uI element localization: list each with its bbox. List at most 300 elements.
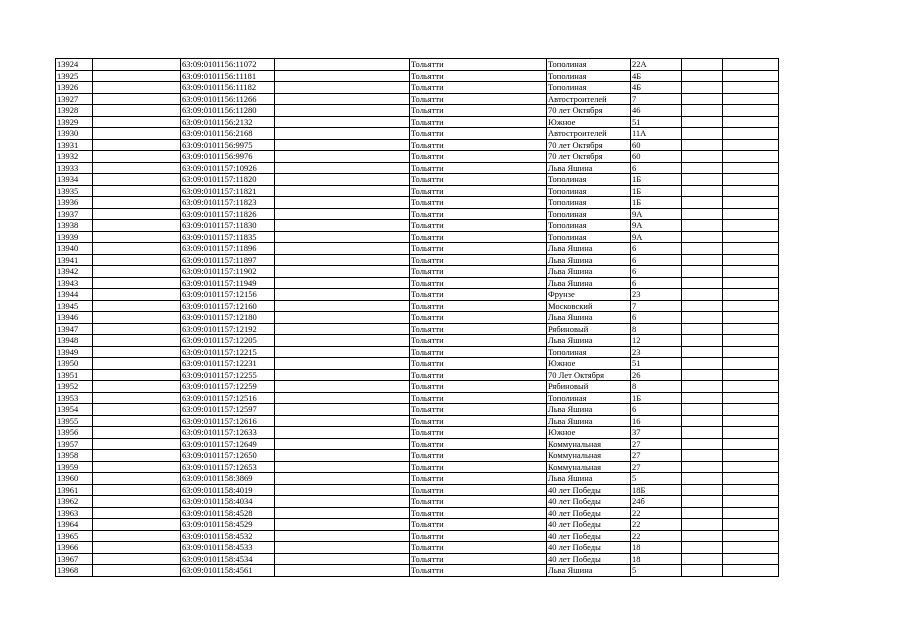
street-cell: 40 лет Победы xyxy=(547,553,631,565)
street-cell: Южное xyxy=(547,116,631,128)
city-cell: Тольятти xyxy=(410,289,547,301)
table-row xyxy=(56,289,779,301)
cell-empty-b-cell xyxy=(275,300,410,312)
table-row xyxy=(56,519,779,531)
cell-empty-b-cell xyxy=(275,312,410,324)
row-number-cell: 13937 xyxy=(56,208,93,220)
table-row xyxy=(56,404,779,416)
table-row xyxy=(56,346,779,358)
cell-empty-a-cell xyxy=(93,335,181,347)
row-number-cell: 13949 xyxy=(56,346,93,358)
city-cell: Тольятти xyxy=(410,507,547,519)
cell-empty-d-cell xyxy=(723,427,779,439)
street-cell: Московский xyxy=(547,300,631,312)
cell-empty-d-cell xyxy=(723,266,779,278)
street-cell: Тополиная xyxy=(547,220,631,232)
table-row xyxy=(56,174,779,186)
house-number-cell: 4Б xyxy=(631,70,682,82)
cell-empty-d-cell xyxy=(723,519,779,531)
row-number-cell: 13933 xyxy=(56,162,93,174)
row-number-cell: 13931 xyxy=(56,139,93,151)
city-cell: Тольятти xyxy=(410,105,547,117)
row-number-cell: 13943 xyxy=(56,277,93,289)
house-number-cell: 7 xyxy=(631,93,682,105)
house-number-cell: 6 xyxy=(631,312,682,324)
cell-empty-b-cell xyxy=(275,530,410,542)
city-cell: Тольятти xyxy=(410,461,547,473)
cell-empty-a-cell xyxy=(93,185,181,197)
cadastral-number-cell: 63:09:0101157:12215 xyxy=(181,346,275,358)
city-cell: Тольятти xyxy=(410,346,547,358)
cell-empty-b-cell xyxy=(275,128,410,140)
street-cell: 70 лет Октября xyxy=(547,105,631,117)
cell-empty-c-cell xyxy=(682,392,723,404)
cell-empty-c-cell xyxy=(682,461,723,473)
city-cell: Тольятти xyxy=(410,450,547,462)
cell-empty-c-cell xyxy=(682,335,723,347)
city-cell: Тольятти xyxy=(410,277,547,289)
cell-empty-d-cell xyxy=(723,128,779,140)
cadastral-number-cell: 63:09:0101156:11266 xyxy=(181,93,275,105)
street-cell: 40 лет Победы xyxy=(547,507,631,519)
street-cell: Льва Яшина xyxy=(547,162,631,174)
street-cell: Льва Яшина xyxy=(547,312,631,324)
cadastral-number-cell: 63:09:0101157:12633 xyxy=(181,427,275,439)
cadastral-number-cell: 63:09:0101158:4034 xyxy=(181,496,275,508)
cell-empty-c-cell xyxy=(682,542,723,554)
street-cell: Фрунзе xyxy=(547,289,631,301)
cadastral-number-cell: 63:09:0101158:4528 xyxy=(181,507,275,519)
table-row xyxy=(56,300,779,312)
street-cell: Автостроителей xyxy=(547,93,631,105)
cell-empty-d-cell xyxy=(723,484,779,496)
cell-empty-d-cell xyxy=(723,174,779,186)
house-number-cell: 60 xyxy=(631,139,682,151)
cell-empty-b-cell xyxy=(275,93,410,105)
cell-empty-a-cell xyxy=(93,82,181,94)
house-number-cell: 16 xyxy=(631,415,682,427)
row-number-cell: 13948 xyxy=(56,335,93,347)
street-cell: Южное xyxy=(547,427,631,439)
cell-empty-d-cell xyxy=(723,415,779,427)
house-number-cell: 37 xyxy=(631,427,682,439)
cadastral-number-cell: 63:09:0101156:11072 xyxy=(181,59,275,71)
street-cell: Тополиная xyxy=(547,82,631,94)
city-cell: Тольятти xyxy=(410,565,547,577)
cadastral-number-cell: 63:09:0101158:4532 xyxy=(181,530,275,542)
cell-empty-a-cell xyxy=(93,59,181,71)
cell-empty-a-cell xyxy=(93,116,181,128)
row-number-cell: 13967 xyxy=(56,553,93,565)
cell-empty-a-cell xyxy=(93,93,181,105)
cell-empty-d-cell xyxy=(723,530,779,542)
table-row xyxy=(56,381,779,393)
house-number-cell: 1Б xyxy=(631,174,682,186)
house-number-cell: 6 xyxy=(631,243,682,255)
house-number-cell: 8 xyxy=(631,381,682,393)
cell-empty-d-cell xyxy=(723,300,779,312)
table-row xyxy=(56,208,779,220)
cadastral-number-cell: 63:09:0101156:9976 xyxy=(181,151,275,163)
street-cell: Тополиная xyxy=(547,197,631,209)
cell-empty-c-cell xyxy=(682,450,723,462)
row-number-cell: 13944 xyxy=(56,289,93,301)
street-cell: Льва Яшина xyxy=(547,415,631,427)
cell-empty-d-cell xyxy=(723,553,779,565)
cell-empty-c-cell xyxy=(682,289,723,301)
row-number-cell: 13950 xyxy=(56,358,93,370)
cell-empty-c-cell xyxy=(682,496,723,508)
cell-empty-d-cell xyxy=(723,197,779,209)
street-cell: Льва Яшина xyxy=(547,254,631,266)
street-cell: Коммунальная xyxy=(547,450,631,462)
table-row xyxy=(56,496,779,508)
cell-empty-c-cell xyxy=(682,59,723,71)
table-row xyxy=(56,427,779,439)
cell-empty-d-cell xyxy=(723,323,779,335)
table-row xyxy=(56,450,779,462)
house-number-cell: 27 xyxy=(631,461,682,473)
cell-empty-a-cell xyxy=(93,461,181,473)
cell-empty-b-cell xyxy=(275,415,410,427)
cell-empty-c-cell xyxy=(682,507,723,519)
house-number-cell: 6 xyxy=(631,277,682,289)
street-cell: 70 лет Октября xyxy=(547,151,631,163)
table-row xyxy=(56,312,779,324)
cell-empty-c-cell xyxy=(682,70,723,82)
cadastral-number-cell: 63:09:0101158:4534 xyxy=(181,553,275,565)
cell-empty-c-cell xyxy=(682,415,723,427)
row-number-cell: 13954 xyxy=(56,404,93,416)
row-number-cell: 13930 xyxy=(56,128,93,140)
city-cell: Тольятти xyxy=(410,530,547,542)
row-number-cell: 13963 xyxy=(56,507,93,519)
cell-empty-c-cell xyxy=(682,358,723,370)
street-cell: Тополиная xyxy=(547,185,631,197)
cell-empty-c-cell xyxy=(682,473,723,485)
cell-empty-a-cell xyxy=(93,415,181,427)
row-number-cell: 13946 xyxy=(56,312,93,324)
table-row xyxy=(56,369,779,381)
cell-empty-a-cell xyxy=(93,220,181,232)
cell-empty-a-cell xyxy=(93,266,181,278)
house-number-cell: 1Б xyxy=(631,197,682,209)
cell-empty-a-cell xyxy=(93,277,181,289)
city-cell: Тольятти xyxy=(410,438,547,450)
street-cell: Тополиная xyxy=(547,70,631,82)
city-cell: Тольятти xyxy=(410,496,547,508)
cell-empty-b-cell xyxy=(275,496,410,508)
city-cell: Тольятти xyxy=(410,59,547,71)
city-cell: Тольятти xyxy=(410,369,547,381)
house-number-cell: 7 xyxy=(631,300,682,312)
city-cell: Тольятти xyxy=(410,323,547,335)
cell-empty-b-cell xyxy=(275,220,410,232)
cell-empty-c-cell xyxy=(682,277,723,289)
cell-empty-d-cell xyxy=(723,381,779,393)
cell-empty-c-cell xyxy=(682,565,723,577)
row-number-cell: 13936 xyxy=(56,197,93,209)
row-number-cell: 13957 xyxy=(56,438,93,450)
cell-empty-b-cell xyxy=(275,519,410,531)
cell-empty-a-cell xyxy=(93,323,181,335)
cell-empty-a-cell xyxy=(93,300,181,312)
city-cell: Тольятти xyxy=(410,139,547,151)
cadastral-number-cell: 63:09:0101157:11896 xyxy=(181,243,275,255)
cell-empty-c-cell xyxy=(682,116,723,128)
table-row xyxy=(56,542,779,554)
row-number-cell: 13962 xyxy=(56,496,93,508)
city-cell: Тольятти xyxy=(410,174,547,186)
row-number-cell: 13965 xyxy=(56,530,93,542)
city-cell: Тольятти xyxy=(410,358,547,370)
cell-empty-a-cell xyxy=(93,105,181,117)
cell-empty-a-cell xyxy=(93,139,181,151)
cell-empty-b-cell xyxy=(275,335,410,347)
cell-empty-d-cell xyxy=(723,220,779,232)
row-number-cell: 13924 xyxy=(56,59,93,71)
cell-empty-a-cell xyxy=(93,519,181,531)
row-number-cell: 13960 xyxy=(56,473,93,485)
cell-empty-b-cell xyxy=(275,484,410,496)
cadastral-number-cell: 63:09:0101158:4561 xyxy=(181,565,275,577)
cadastral-number-cell: 63:09:0101156:11182 xyxy=(181,82,275,94)
cadastral-number-cell: 63:09:0101157:12180 xyxy=(181,312,275,324)
row-number-cell: 13955 xyxy=(56,415,93,427)
cell-empty-b-cell xyxy=(275,507,410,519)
cell-empty-d-cell xyxy=(723,392,779,404)
cell-empty-c-cell xyxy=(682,427,723,439)
cell-empty-c-cell xyxy=(682,404,723,416)
cell-empty-c-cell xyxy=(682,381,723,393)
cadastral-number-cell: 63:09:0101157:12255 xyxy=(181,369,275,381)
cell-empty-d-cell xyxy=(723,461,779,473)
table-row xyxy=(56,105,779,117)
street-cell: 40 лет Победы xyxy=(547,519,631,531)
cadastral-number-cell: 63:09:0101156:11181 xyxy=(181,70,275,82)
street-cell: Льва Яшина xyxy=(547,473,631,485)
cell-empty-d-cell xyxy=(723,358,779,370)
table-row xyxy=(56,277,779,289)
cadastral-number-cell: 63:09:0101158:4533 xyxy=(181,542,275,554)
table-row xyxy=(56,484,779,496)
house-number-cell: 27 xyxy=(631,438,682,450)
table-row xyxy=(56,151,779,163)
row-number-cell: 13947 xyxy=(56,323,93,335)
cell-empty-d-cell xyxy=(723,82,779,94)
row-number-cell: 13941 xyxy=(56,254,93,266)
cell-empty-a-cell xyxy=(93,496,181,508)
cell-empty-d-cell xyxy=(723,507,779,519)
table-row xyxy=(56,128,779,140)
table-row xyxy=(56,243,779,255)
cadastral-number-cell: 63:09:0101158:4529 xyxy=(181,519,275,531)
row-number-cell: 13961 xyxy=(56,484,93,496)
table-row xyxy=(56,185,779,197)
house-number-cell: 6 xyxy=(631,404,682,416)
row-number-cell: 13966 xyxy=(56,542,93,554)
cell-empty-b-cell xyxy=(275,243,410,255)
cell-empty-b-cell xyxy=(275,70,410,82)
cell-empty-a-cell xyxy=(93,197,181,209)
house-number-cell: 26 xyxy=(631,369,682,381)
street-cell: Льва Яшина xyxy=(547,404,631,416)
house-number-cell: 27 xyxy=(631,450,682,462)
cell-empty-b-cell xyxy=(275,231,410,243)
city-cell: Тольятти xyxy=(410,300,547,312)
cell-empty-d-cell xyxy=(723,139,779,151)
cell-empty-b-cell xyxy=(275,358,410,370)
cell-empty-d-cell xyxy=(723,542,779,554)
cell-empty-d-cell xyxy=(723,59,779,71)
house-number-cell: 18 xyxy=(631,542,682,554)
table-row xyxy=(56,231,779,243)
cadastral-number-cell: 63:09:0101157:12205 xyxy=(181,335,275,347)
cadastral-number-cell: 63:09:0101157:12516 xyxy=(181,392,275,404)
cadastral-number-cell: 63:09:0101157:11820 xyxy=(181,174,275,186)
street-cell: Льва Яшина xyxy=(547,266,631,278)
city-cell: Тольятти xyxy=(410,427,547,439)
cell-empty-c-cell xyxy=(682,197,723,209)
city-cell: Тольятти xyxy=(410,415,547,427)
cell-empty-d-cell xyxy=(723,369,779,381)
table-row xyxy=(56,116,779,128)
cadastral-number-cell: 63:09:0101157:12156 xyxy=(181,289,275,301)
house-number-cell: 22 xyxy=(631,530,682,542)
row-number-cell: 13958 xyxy=(56,450,93,462)
cell-empty-c-cell xyxy=(682,105,723,117)
cadastral-number-cell: 63:09:0101157:12653 xyxy=(181,461,275,473)
city-cell: Тольятти xyxy=(410,254,547,266)
house-number-cell: 1Б xyxy=(631,185,682,197)
street-cell: Льва Яшина xyxy=(547,335,631,347)
cadastral-number-cell: 63:09:0101157:10926 xyxy=(181,162,275,174)
cell-empty-c-cell xyxy=(682,519,723,531)
cell-empty-d-cell xyxy=(723,312,779,324)
city-cell: Тольятти xyxy=(410,162,547,174)
cell-empty-b-cell xyxy=(275,277,410,289)
cadastral-number-cell: 63:09:0101157:12231 xyxy=(181,358,275,370)
row-number-cell: 13934 xyxy=(56,174,93,186)
cell-empty-d-cell xyxy=(723,496,779,508)
house-number-cell: 60 xyxy=(631,151,682,163)
cell-empty-b-cell xyxy=(275,461,410,473)
row-number-cell: 13927 xyxy=(56,93,93,105)
cell-empty-b-cell xyxy=(275,553,410,565)
table-row xyxy=(56,82,779,94)
cadastral-number-cell: 63:09:0101158:3869 xyxy=(181,473,275,485)
house-number-cell: 1Б xyxy=(631,392,682,404)
table-row xyxy=(56,254,779,266)
cell-empty-a-cell xyxy=(93,289,181,301)
row-number-cell: 13952 xyxy=(56,381,93,393)
cell-empty-d-cell xyxy=(723,277,779,289)
house-number-cell: 23 xyxy=(631,346,682,358)
cell-empty-a-cell xyxy=(93,484,181,496)
cell-empty-a-cell xyxy=(93,151,181,163)
house-number-cell: 5 xyxy=(631,473,682,485)
cell-empty-b-cell xyxy=(275,266,410,278)
street-cell: Рябиновый xyxy=(547,323,631,335)
row-number-cell: 13959 xyxy=(56,461,93,473)
table-row xyxy=(56,139,779,151)
cell-empty-a-cell xyxy=(93,369,181,381)
cell-empty-d-cell xyxy=(723,208,779,220)
street-cell: Коммунальная xyxy=(547,438,631,450)
table-row xyxy=(56,392,779,404)
city-cell: Тольятти xyxy=(410,151,547,163)
cell-empty-b-cell xyxy=(275,139,410,151)
table-row xyxy=(56,507,779,519)
cell-empty-c-cell xyxy=(682,438,723,450)
cell-empty-d-cell xyxy=(723,185,779,197)
house-number-cell: 23 xyxy=(631,289,682,301)
street-cell: Коммунальная xyxy=(547,461,631,473)
cell-empty-d-cell xyxy=(723,438,779,450)
cell-empty-a-cell xyxy=(93,128,181,140)
table-row xyxy=(56,565,779,577)
row-number-cell: 13938 xyxy=(56,220,93,232)
cell-empty-d-cell xyxy=(723,105,779,117)
cell-empty-d-cell xyxy=(723,289,779,301)
street-cell: Тополиная xyxy=(547,231,631,243)
cell-empty-a-cell xyxy=(93,427,181,439)
cell-empty-b-cell xyxy=(275,323,410,335)
cell-empty-b-cell xyxy=(275,369,410,381)
cell-empty-c-cell xyxy=(682,82,723,94)
cell-empty-c-cell xyxy=(682,220,723,232)
table-row xyxy=(56,473,779,485)
house-number-cell: 9А xyxy=(631,208,682,220)
house-number-cell: 51 xyxy=(631,358,682,370)
cell-empty-b-cell xyxy=(275,197,410,209)
cell-empty-d-cell xyxy=(723,565,779,577)
table-row xyxy=(56,323,779,335)
cell-empty-b-cell xyxy=(275,404,410,416)
cell-empty-a-cell xyxy=(93,404,181,416)
house-number-cell: 18 xyxy=(631,553,682,565)
table-row xyxy=(56,162,779,174)
cell-empty-c-cell xyxy=(682,139,723,151)
street-cell: Тополиная xyxy=(547,208,631,220)
cell-empty-c-cell xyxy=(682,231,723,243)
cell-empty-b-cell xyxy=(275,392,410,404)
cadastral-number-cell: 63:09:0101157:11830 xyxy=(181,220,275,232)
cell-empty-b-cell xyxy=(275,162,410,174)
street-cell: Льва Яшина xyxy=(547,243,631,255)
cell-empty-b-cell xyxy=(275,151,410,163)
row-number-cell: 13942 xyxy=(56,266,93,278)
city-cell: Тольятти xyxy=(410,93,547,105)
row-number-cell: 13956 xyxy=(56,427,93,439)
house-number-cell: 51 xyxy=(631,116,682,128)
cell-empty-c-cell xyxy=(682,323,723,335)
cell-empty-d-cell xyxy=(723,162,779,174)
table-row xyxy=(56,358,779,370)
city-cell: Тольятти xyxy=(410,392,547,404)
street-cell: 40 лет Победы xyxy=(547,530,631,542)
cadastral-number-cell: 63:09:0101157:12650 xyxy=(181,450,275,462)
cell-empty-d-cell xyxy=(723,231,779,243)
cell-empty-c-cell xyxy=(682,254,723,266)
street-cell: Автостроителей xyxy=(547,128,631,140)
city-cell: Тольятти xyxy=(410,381,547,393)
city-cell: Тольятти xyxy=(410,243,547,255)
street-cell: Рябиновый xyxy=(547,381,631,393)
cell-empty-b-cell xyxy=(275,565,410,577)
cell-empty-d-cell xyxy=(723,404,779,416)
cell-empty-b-cell xyxy=(275,59,410,71)
